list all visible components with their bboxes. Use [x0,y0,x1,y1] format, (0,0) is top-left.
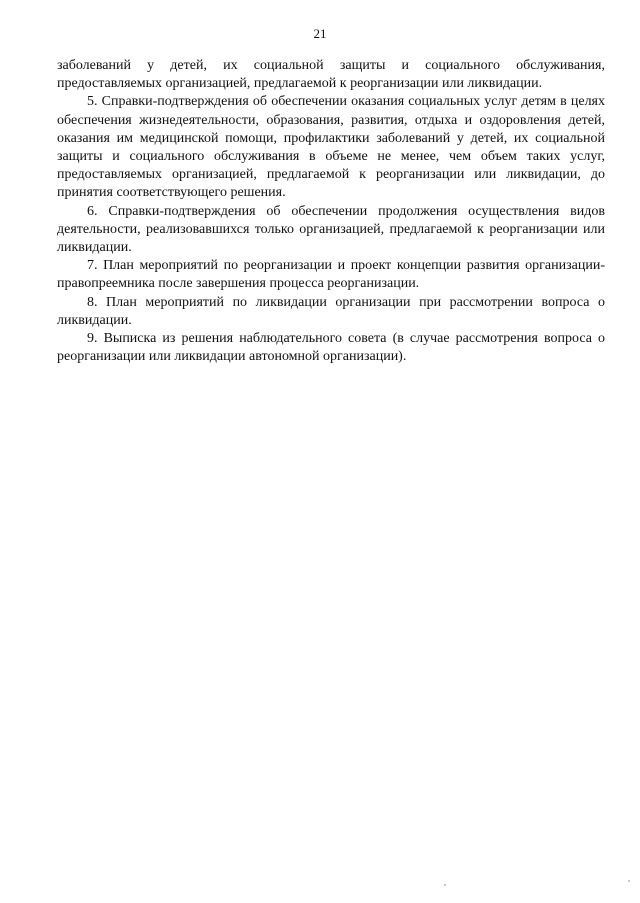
paragraph-item-6: 6. Справки-подтверждения об обеспечении продолжения осуществления видов деятельности, реализовавшихся только организацией, предлагаемой к реорганизации или ликвидации. [57,203,605,256]
paragraph-item-5: 5. Справки-подтверждения об обеспечении оказания социальных услуг детям в целях обеспечения жизнедеятельности, образования, развития, отдыха и оздоровления детей, оказания им медицинской помощи, профилактики заболеваний у детей, их социальной защиты и социального обслуживания в объеме не менее, чем объем таких услуг, предоставляемых организацией, предлагаемой к реорганизации или ликвидации, до принятия соответствующего решения. [57,94,605,201]
scan-speck [444,884,446,886]
paragraph-item-9: 9. Выписка из решения наблюдательного совета (в случае рассмотрения вопроса о реорганизации или ликвидации автономной организации). [57,331,605,365]
paragraph-continuation: заболеваний у детей, их социальной защиты и социального обслуживания, предоставляемых организацией, предлагаемой к реорганизации или ликвидации. [57,58,605,92]
paragraph-item-7: 7. План мероприятий по реорганизации и проект концепции развития организации-правопреемника после завершения процесса реорганизации. [57,258,605,292]
scan-speck [628,880,630,882]
page-number: 21 [313,26,327,41]
document-body [57,57,605,366]
paragraph-item-8: 8. План мероприятий по ликвидации организации при рассмотрении вопроса о ликвидации. [57,294,605,328]
